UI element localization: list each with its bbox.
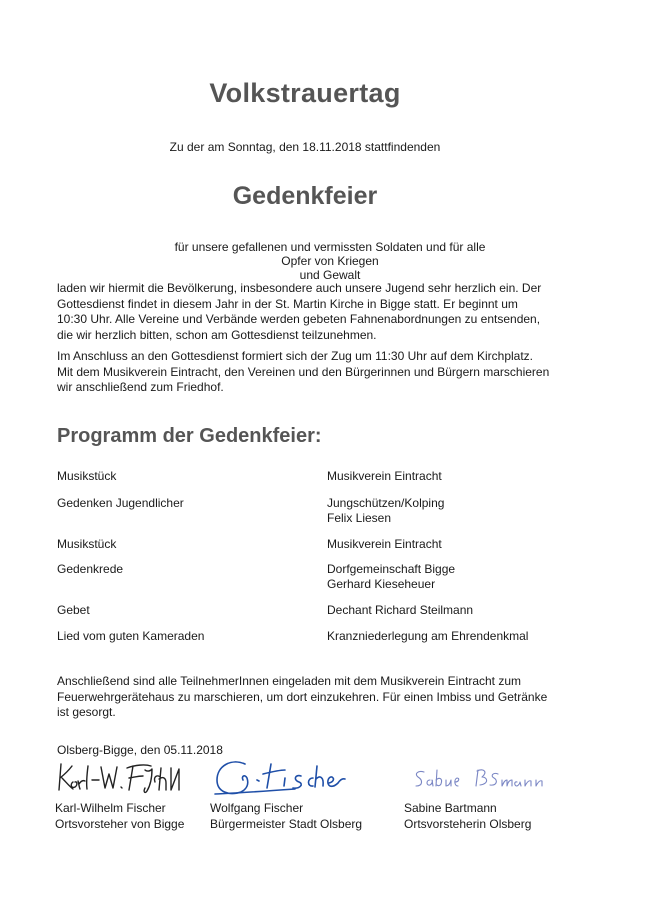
paragraph-line: Anschließend sind alle TeilnehmerInnen eingeladen mit dem Musikverein Eintracht zum [57,674,522,688]
signatory-name: Wolfgang Fischer [210,801,304,815]
performer-line: Kranzniederlegung am Ehrendenkmal [327,629,529,643]
signatory-block [55,800,184,832]
program-performer [327,562,587,592]
program-performer [327,469,587,484]
performer-line: Jungschützen/Kolping [327,496,445,510]
program-row [57,562,577,603]
signature-karl-wilhelm-fischer [55,756,195,798]
headline: Gedenkfeier [232,182,378,210]
paragraph-line: Im Anschluss an den Gottesdienst formiert sich der Zug um 11:30 Uhr auf dem Kirchplatz. [57,349,533,363]
paragraph-line: ist gesorgt. [57,705,116,719]
invitation-paragraph [57,281,567,343]
signature-wolfgang-fischer [205,756,355,798]
signatory-name: Karl-Wilhelm Fischer [55,801,166,815]
paragraph-line: wir anschließend zum Friedhof. [57,380,224,394]
dedication-line: für unsere gefallenen und vermissten Soldaten und für alle Opfer von Kriegen [174,240,486,268]
performer-line: Dechant Richard Steilmann [327,603,474,617]
dedication-line: und Gewalt [299,268,361,282]
program-item: Musikstück [57,537,117,551]
place-date: Olsberg-Bigge, den 05.11.2018 [57,743,223,757]
program-item: Gedenkrede [57,562,124,576]
paragraph-line: 10:30 Uhr. Alle Vereine und Verbände werden gebeten Fahnenabordnungen zu entsenden, [57,312,541,326]
program-row [57,629,577,649]
performer-line: Felix Liesen [327,511,392,525]
program-row [57,603,577,629]
signatory-role: Ortsvorsteherin Olsberg [404,817,532,831]
paragraph-line: die wir herzlich bitten, schon am Gottesdienst teilzunehmen. [57,327,377,342]
program-table [57,469,577,649]
program-row [57,537,577,562]
page-title: Volkstrauertag [209,78,401,108]
paragraph-line: Feuerwehrgerätehaus zu marschieren, um dort einzukehren. Für einen Imbiss und Getränke [57,689,548,704]
dedication [170,240,490,282]
program-performer [327,496,587,526]
program-performer [327,603,587,618]
signatory-block [210,800,362,832]
closing-paragraph [57,674,567,721]
performer-line: Musikverein Eintracht [327,469,442,483]
program-heading: Programm der Gedenkfeier: [57,425,322,447]
program-item: Gebet [57,603,90,617]
paragraph-line: Mit dem Musikverein Eintracht, den Vereinen und den Bürgerinnen und Bürgern marschieren [57,364,550,379]
program-item: Lied vom guten Kameraden [57,629,205,643]
program-item: Gedenken Jugendlicher [57,496,184,510]
signatory-role: Ortsvorsteher von Bigge [55,817,185,831]
performer-line: Musikverein Eintracht [327,537,442,551]
program-row [57,496,577,537]
program-item: Musikstück [57,469,117,483]
signatory-block [404,800,531,832]
subtitle: Zu der am Sonntag, den 18.11.2018 stattfindenden [169,140,441,154]
signatory-role: Bürgermeister Stadt Olsberg [210,817,363,831]
procession-paragraph [57,349,567,396]
performer-line: Dorfgemeinschaft Bigge [327,562,456,576]
signatory-name: Sabine Bartmann [404,801,497,815]
paragraph-line: laden wir hiermit die Bevölkerung, insbesondere auch unsere Jugend sehr herzlich ein. Der [57,281,542,295]
program-row [57,469,577,496]
paragraph-line: Gottesdienst findet in diesem Jahr in der St. Martin Kirche in Bigge statt. Er beginnt um [57,296,518,311]
performer-line: Gerhard Kieseheuer [327,577,436,591]
program-performer [327,629,587,644]
signature-sabine-bartmann [410,756,565,798]
program-performer [327,537,587,552]
